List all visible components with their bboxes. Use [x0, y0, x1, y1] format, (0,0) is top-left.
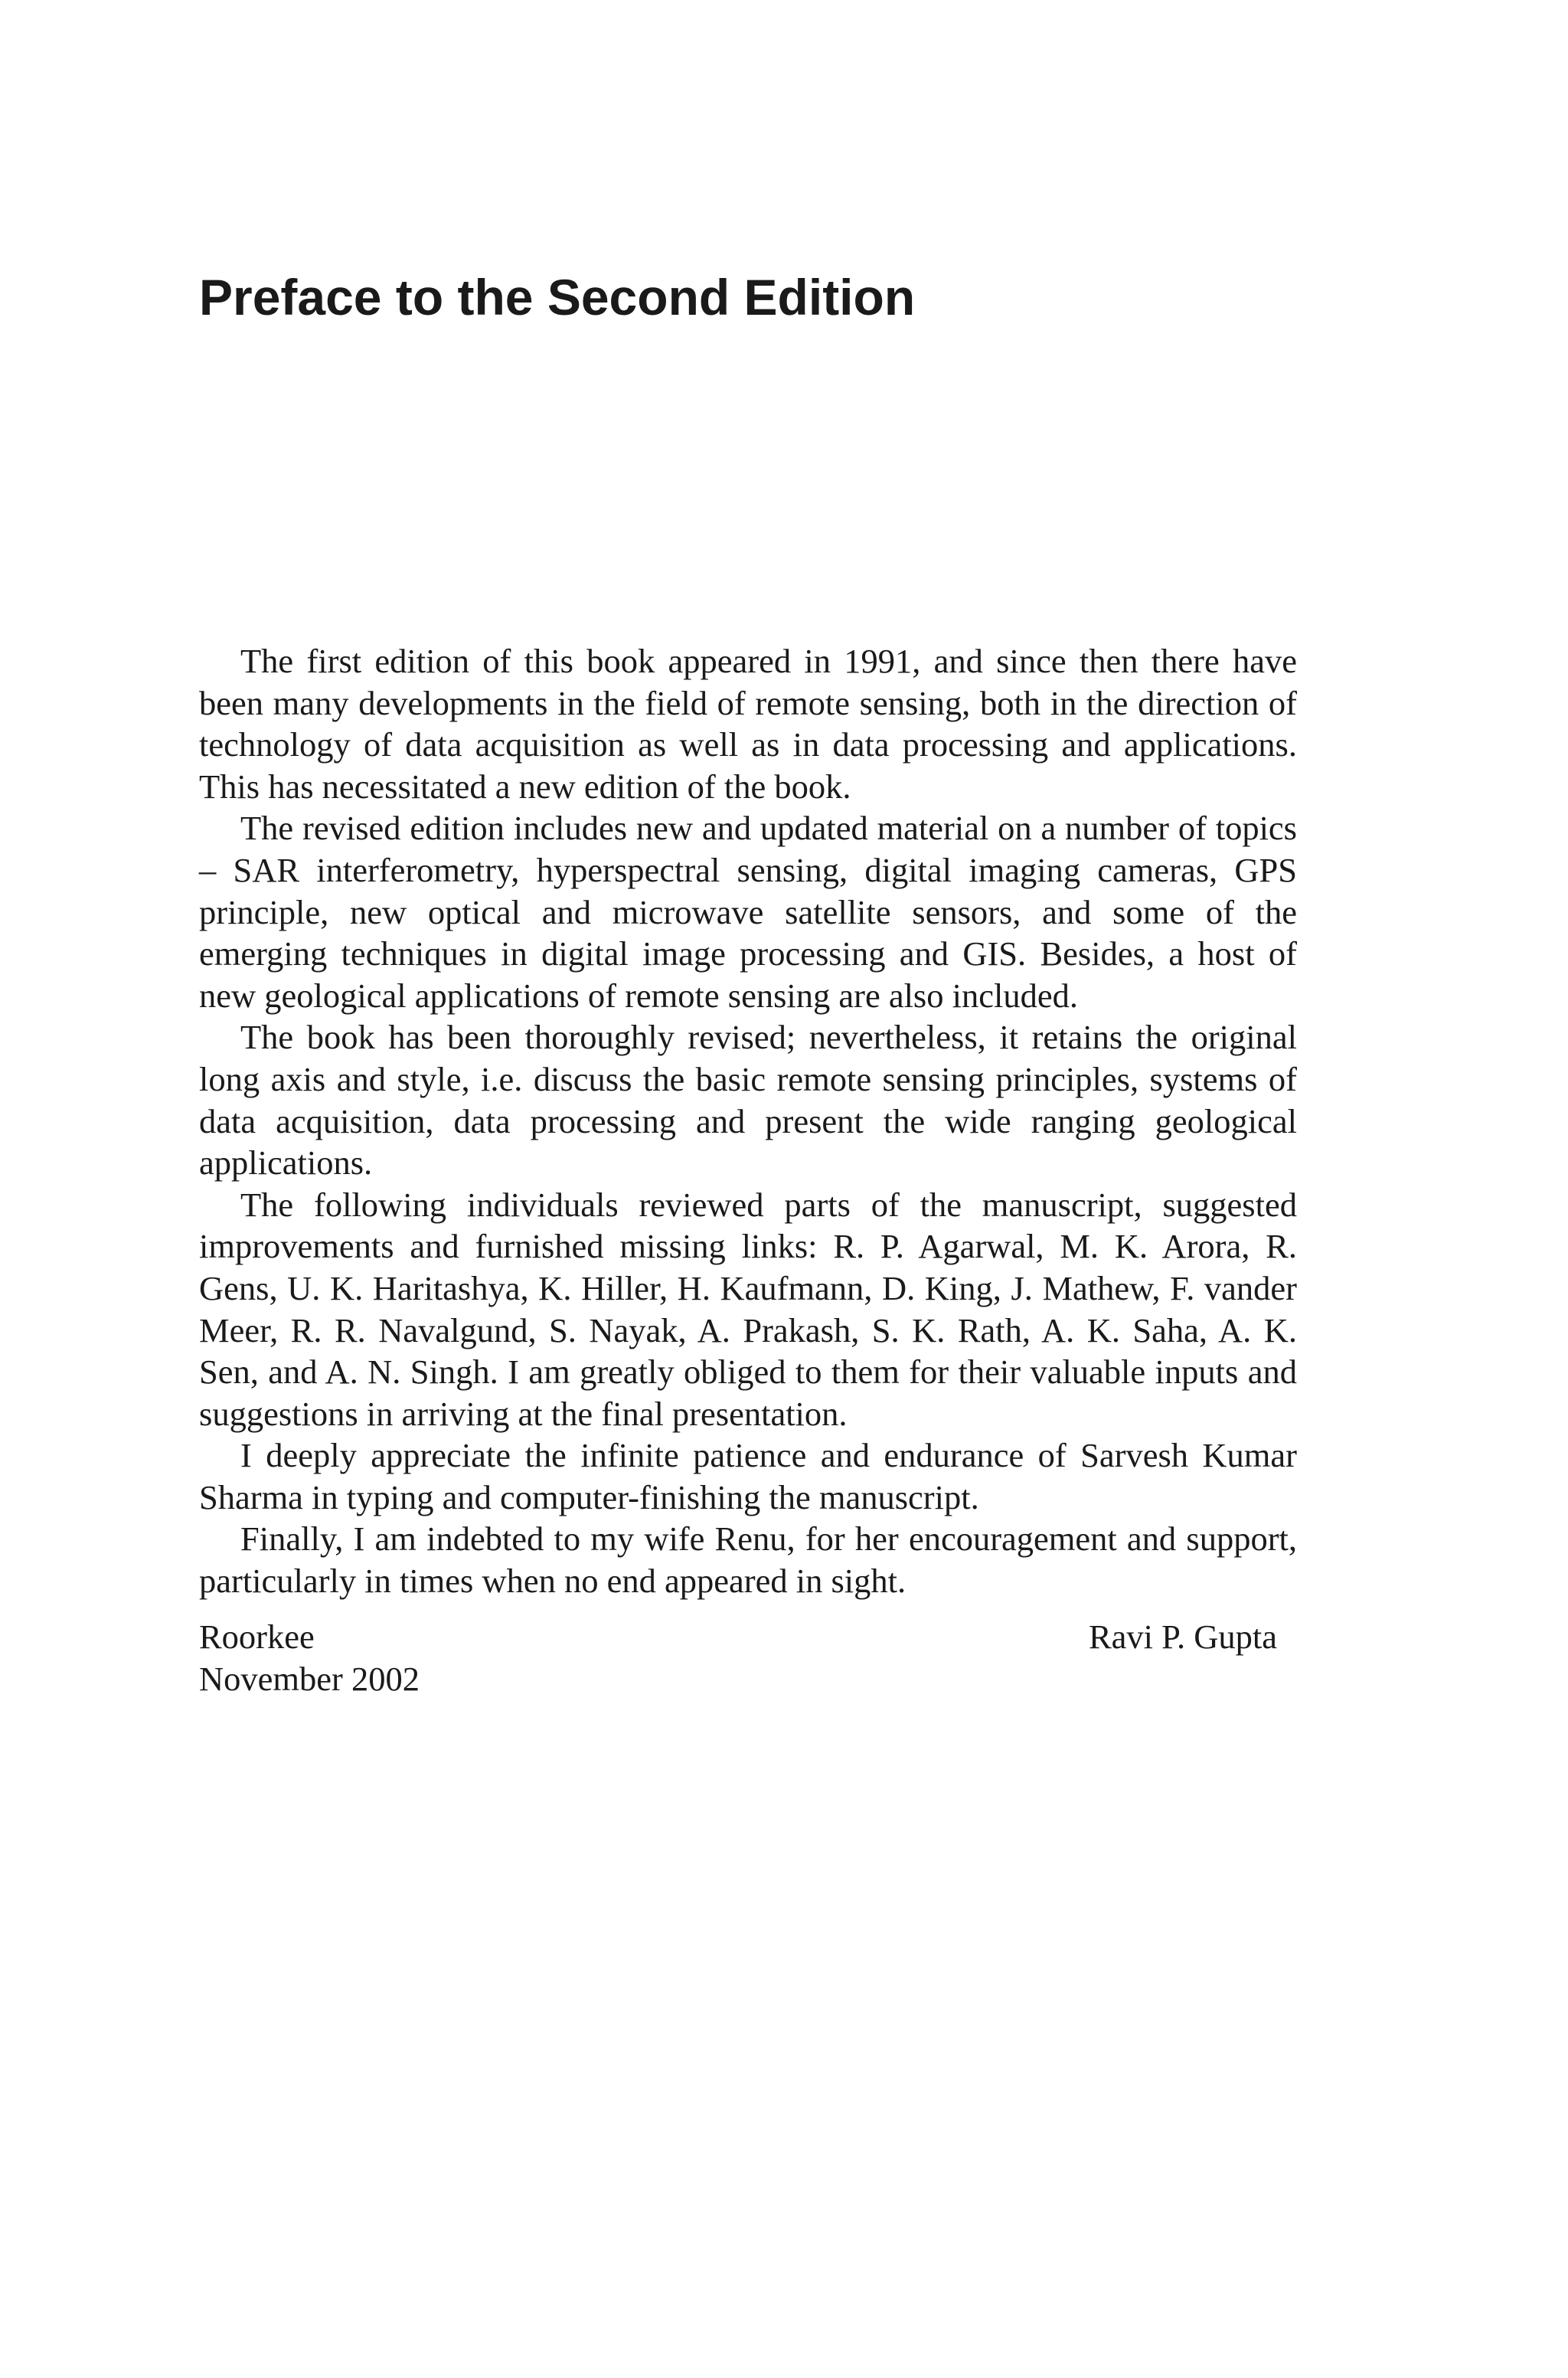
paragraph-5: I deeply appreciate the infinite patience and endurance of Sarvesh Kumar Sharma in typing and computer-finishing the manuscript.: [199, 1436, 1297, 1516]
paragraph-4: The following individuals reviewed parts of the manuscript, suggested improvements and furnished missing links: R. P. Agarwal, M. K. Arora, R. Gens, U. K. Haritashya, K. Hiller, H. Kaufmann, D. King, J. Mathew, F. vander Meer, R. R. Navalgund, S. Nayak, A. Prakash, S. K. Rath, A. K. Saha, A. K. Sen, and A. N. Singh. I am greatly obliged to them for their valuable inputs and suggestions in arriving at the final presentation.: [199, 1185, 1297, 1433]
paragraph-6: Finally, I am indebted to my wife Renu, for her encouragement and support, particularly in times when no end appeared in sight.: [199, 1519, 1297, 1601]
page-title: Preface to the Second Edition: [199, 269, 916, 325]
paragraph-3: The book has been thoroughly revised; nevertheless, it retains the original long axis and style, i.e. discuss the basic remote sensing principles, systems of data acquisition, data processing and present the wide ranging geological applications.: [199, 1018, 1297, 1182]
signoff-place: Roorkee: [199, 1617, 315, 1656]
signoff-place-date: [199, 1616, 420, 1699]
preface-body: [199, 640, 1297, 1602]
paragraph-2: The revised edition includes new and updated material on a number of topics – SAR interferometry, hyperspectral sensing, digital imaging cameras, GPS principle, new optical and microwave satellite sensors, and some of the emerging techniques in digital image processing and GIS. Besides, a host of new geological applications of remote sensing are also included.: [199, 809, 1297, 1015]
signoff-author: Ravi P. Gupta: [1089, 1617, 1277, 1656]
paragraph-1: The first edition of this book appeared in 1991, and since then there have been many developments in the field of remote sensing, both in the direction of technology of data acquisition as well as in data processing and applications. This has necessitated a new edition of the book.: [199, 642, 1297, 806]
signoff-date: November 2002: [199, 1659, 420, 1698]
